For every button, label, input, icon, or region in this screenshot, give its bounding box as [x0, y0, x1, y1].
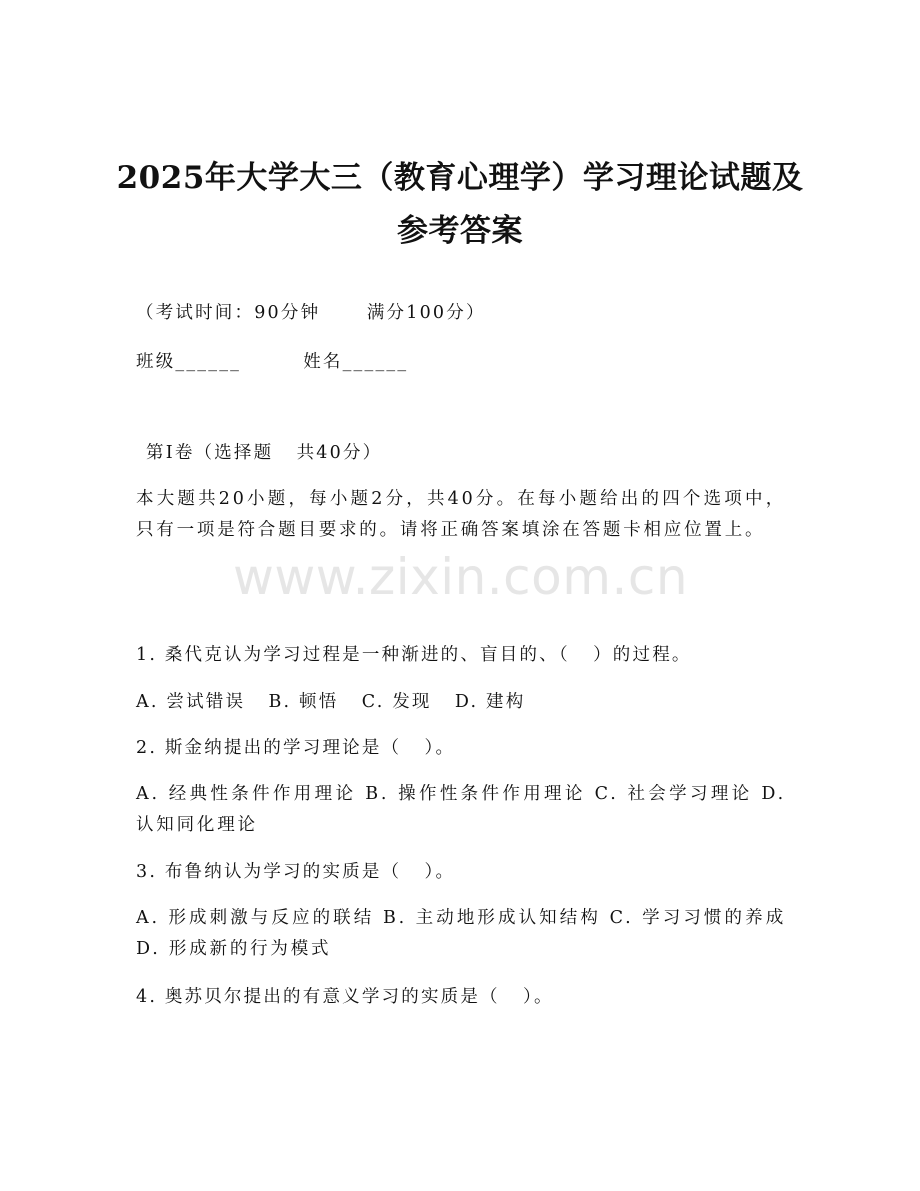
class-name-line: 班级______ 姓名______ — [136, 352, 409, 372]
question-1-stem: 1. 桑代克认为学习过程是一种渐进的、盲目的、（ ）的过程。 — [136, 645, 692, 665]
question-1-options: A. 尝试错误 B. 顿悟 C. 发现 D. 建构 — [136, 692, 526, 712]
exam-info: （考试时间：90分钟 满分100分） — [136, 303, 486, 323]
question-2-options: A. 经典性条件作用理论 B. 操作性条件作用理论 C. 社会学习理论 D. 认知同化理论 — [136, 784, 786, 835]
watermark: www.zixin.com.cn — [233, 548, 689, 606]
question-2-stem: 2. 斯金纳提出的学习理论是（ ）。 — [136, 738, 456, 758]
document-title: 2025年大学大三（教育心理学）学习理论试题及参考答案 — [116, 160, 804, 249]
question-4-stem: 4. 奥苏贝尔提出的有意义学习的实质是（ ）。 — [136, 987, 554, 1007]
section-title: 第Ⅰ卷（选择题 共40分） — [146, 443, 383, 463]
instructions: 本大题共20小题，每小题2分，共40分。在每小题给出的四个选项中，只有一项是符合题目要求的。请将正确答案填涂在答题卡相应位置上。 — [136, 489, 786, 540]
question-3-options: A. 形成刺激与反应的联结 B. 主动地形成认知结构 C. 学习习惯的养成 D. 形成新的行为模式 — [136, 908, 786, 959]
question-3-stem: 3. 布鲁纳认为学习的实质是（ ）。 — [136, 862, 456, 882]
